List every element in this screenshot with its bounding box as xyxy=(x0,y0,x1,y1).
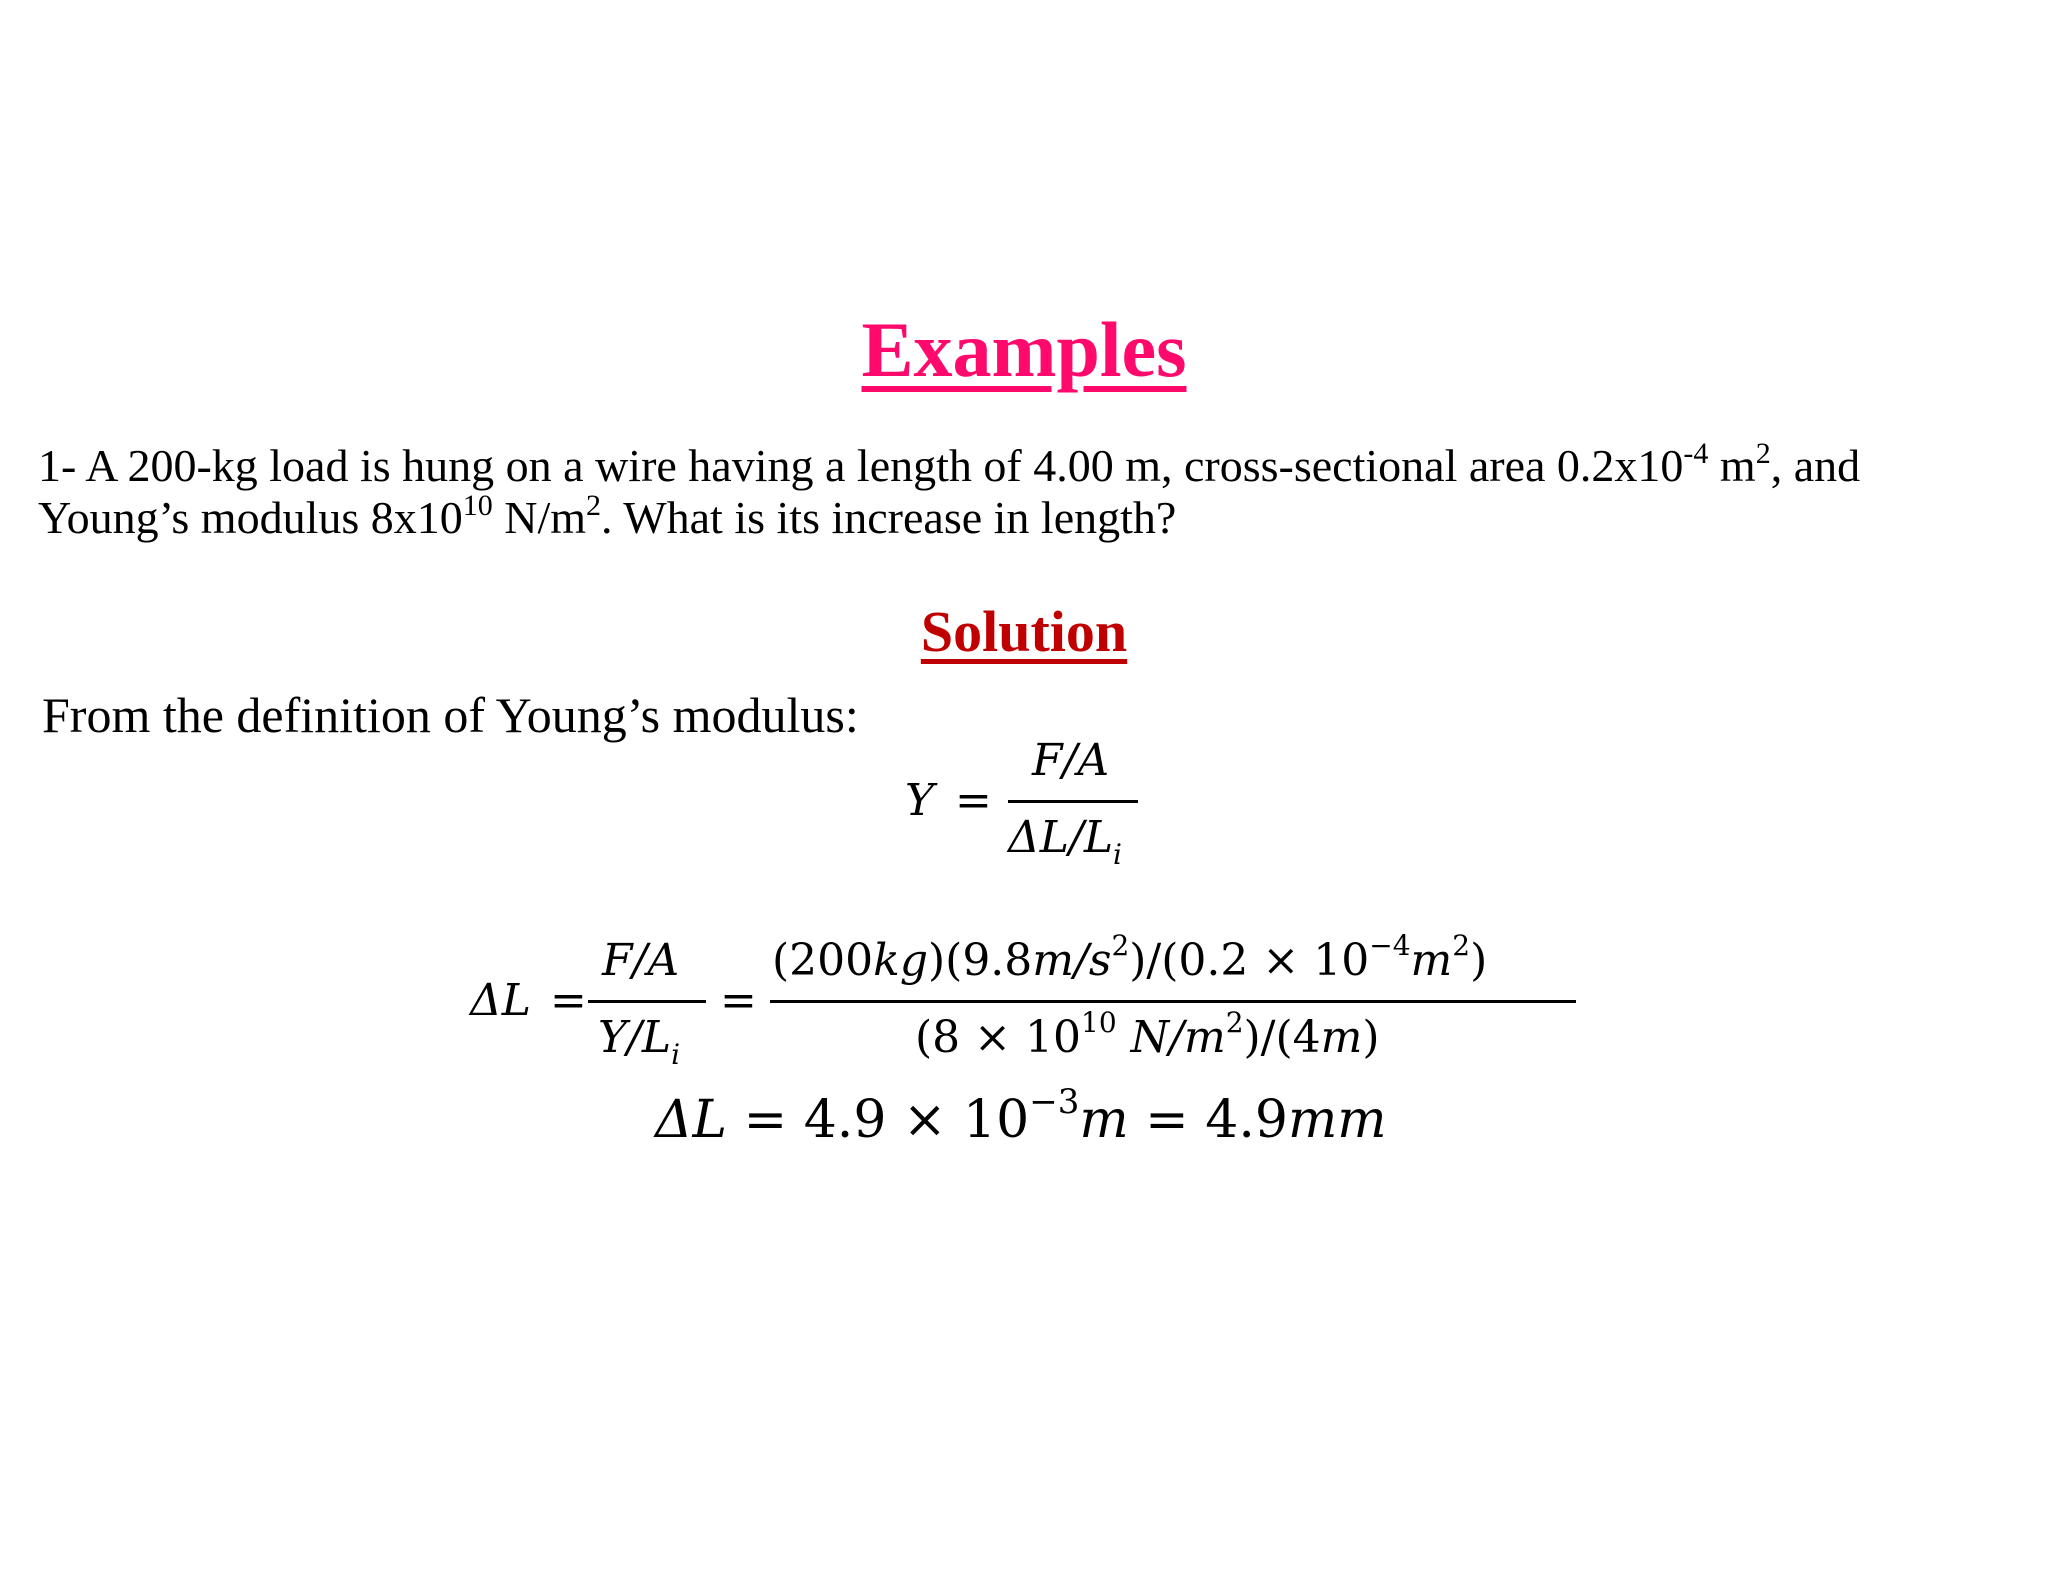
exponent: 10 xyxy=(462,489,493,522)
eq1-equals: = xyxy=(955,775,992,826)
eq1-numerator: F/A xyxy=(1032,735,1110,786)
eq2-numerator-1: F/A xyxy=(602,935,680,986)
den-part: )/(4 xyxy=(1243,1012,1321,1063)
eq1-fraction-bar xyxy=(1008,800,1138,803)
exponent: 2 xyxy=(1111,929,1130,962)
eq2-numerator-2 xyxy=(772,929,1488,986)
eq1-denominator xyxy=(1008,812,1123,871)
den-part: (8 × 10 xyxy=(915,1012,1081,1063)
exponent: -4 xyxy=(1683,437,1709,470)
exponent: 2 xyxy=(1755,437,1771,470)
unit: m/s xyxy=(1032,935,1112,986)
eq1-lhs: Y xyxy=(905,775,935,826)
result-lhs: ΔL xyxy=(655,1090,728,1150)
exponent: 2 xyxy=(1225,1006,1244,1039)
problem-text: 1- A 200-kg load is hung on a wire having a length of 4.00 m, cross-sectional area 0.2x10 xyxy=(38,440,1684,491)
subscript: i xyxy=(1113,838,1123,871)
eq2-fraction-bar-2 xyxy=(770,1000,1576,1003)
eq2-equals-1: = xyxy=(550,975,587,1026)
exponent: −4 xyxy=(1369,929,1411,962)
result-part: = 4.9 × 10 xyxy=(727,1090,1030,1150)
equation-result xyxy=(655,1082,1387,1150)
num-part: )/(0.2 × 10 xyxy=(1129,935,1370,986)
exponent: 2 xyxy=(586,489,602,522)
exponent: −3 xyxy=(1029,1082,1080,1122)
problem-text: m xyxy=(1708,440,1756,491)
eq2-equals-2: = xyxy=(720,975,757,1026)
num-part: ) xyxy=(1470,935,1488,986)
result-part: = 4.9 xyxy=(1128,1090,1288,1150)
unit: N/m xyxy=(1130,1012,1226,1063)
unit: m xyxy=(1320,1012,1363,1063)
intro-text: From the definition of Young’s modulus: xyxy=(42,687,859,743)
num-part: )(9.8 xyxy=(927,935,1033,986)
exponent: 10 xyxy=(1081,1006,1117,1039)
unit: m xyxy=(1079,1090,1129,1150)
eq2-fraction-bar-1 xyxy=(588,1000,706,1003)
unit: mm xyxy=(1287,1090,1387,1150)
eq2-lhs: ΔL xyxy=(470,975,531,1026)
eq2-den1-text: Y/L xyxy=(598,1012,672,1063)
exponent: 2 xyxy=(1452,929,1471,962)
unit: m xyxy=(1410,935,1453,986)
num-part: (200 xyxy=(772,935,874,986)
unit: kg xyxy=(873,935,928,986)
eq2-denominator-1 xyxy=(598,1012,681,1071)
problem-text: Young’s modulus 8x10 xyxy=(38,492,463,543)
den-part: ) xyxy=(1362,1012,1380,1063)
problem-text: , and xyxy=(1770,440,1861,491)
page-title: Examples xyxy=(861,306,1187,393)
eq2-denominator-2 xyxy=(915,1006,1380,1063)
solution-heading: Solution xyxy=(920,599,1128,664)
problem-text: N/m xyxy=(492,492,587,543)
problem-line-2 xyxy=(38,489,1177,544)
problem-line-1 xyxy=(38,437,1861,492)
eq1-den-text: ΔL/L xyxy=(1008,812,1114,863)
subscript: i xyxy=(671,1038,681,1071)
problem-text: . What is its increase in length? xyxy=(601,492,1177,543)
